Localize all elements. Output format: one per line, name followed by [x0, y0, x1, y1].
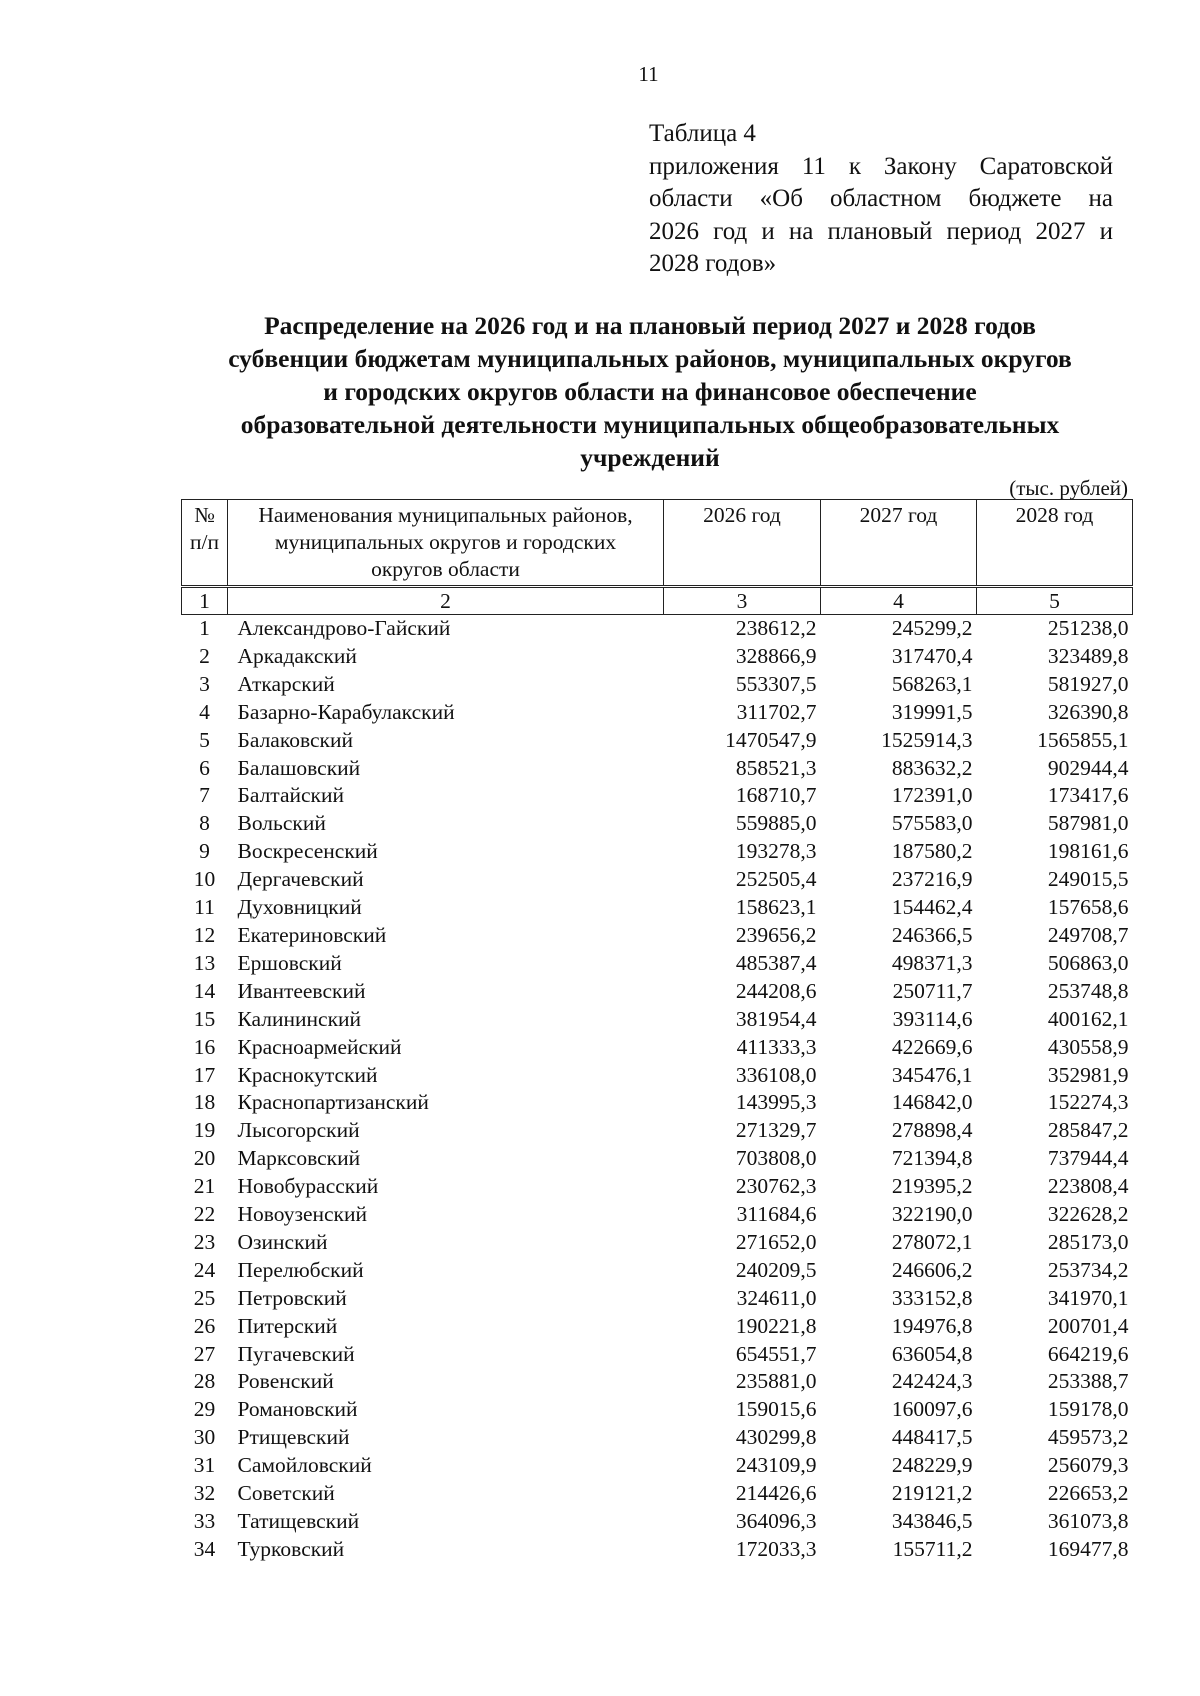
- table-row: [182, 1424, 1133, 1452]
- header-year-2028: 2028 год: [977, 500, 1133, 587]
- table-row: [182, 727, 1133, 755]
- row-number: 8: [199, 811, 210, 836]
- value-2028: 361073,8: [1047, 1509, 1129, 1533]
- value-2026: 143995,3: [735, 1090, 817, 1115]
- district-name: Аркадакский: [237, 643, 357, 668]
- row-number: 4: [199, 699, 210, 724]
- value-2028: 200701,4: [1047, 1313, 1129, 1338]
- row-number: 18: [193, 1090, 216, 1115]
- table-row: [182, 615, 1133, 643]
- row-number: 13: [193, 950, 216, 975]
- appendix-line: приложения 11 к Закону Саратовской: [649, 152, 1113, 180]
- table-row: [182, 671, 1133, 699]
- value-2028: 253388,7: [1047, 1369, 1129, 1394]
- district-name: Краснокутский: [237, 1062, 378, 1087]
- unit-label: (тыс. рублей): [1009, 476, 1128, 500]
- district-name: Дергачевский: [237, 867, 364, 892]
- value-2028: 459573,2: [1047, 1425, 1129, 1450]
- value-2026: 238612,2: [735, 616, 817, 640]
- row-number: 17: [193, 1062, 216, 1087]
- district-name: Екатериновский: [237, 922, 387, 947]
- table-row: [182, 1229, 1133, 1257]
- value-2028: 506863,0: [1047, 950, 1129, 975]
- value-2026: 1470547,9: [725, 727, 817, 752]
- value-2027: 393114,6: [892, 1006, 973, 1031]
- district-name: Аткарский: [237, 671, 335, 696]
- row-number: 25: [193, 1285, 216, 1310]
- header-number-line: п/п: [190, 530, 219, 554]
- value-2026: 271329,7: [735, 1118, 817, 1143]
- value-2026: 311684,6: [736, 1202, 817, 1227]
- value-2028: 352981,9: [1047, 1062, 1129, 1087]
- row-number: 16: [193, 1034, 216, 1059]
- table-row: [182, 1536, 1133, 1564]
- title-line: субвенции бюджетам муниципальных районов, муниципальных округов: [228, 344, 1072, 373]
- row-number: 30: [193, 1425, 216, 1450]
- value-2028: 223808,4: [1047, 1174, 1129, 1199]
- column-number: 5: [977, 587, 1133, 615]
- value-2026: 252505,4: [735, 867, 817, 892]
- value-2028: 323489,8: [1047, 643, 1129, 668]
- value-2027: 278898,4: [891, 1118, 973, 1143]
- table-row: [182, 1452, 1133, 1480]
- district-name: Петровский: [237, 1285, 347, 1310]
- row-number: 14: [193, 978, 216, 1003]
- value-2027: 317470,4: [891, 643, 973, 668]
- table-row: [182, 1313, 1133, 1341]
- value-2028: 253748,8: [1047, 978, 1129, 1003]
- table-row: [182, 1006, 1133, 1034]
- district-name: Балаковский: [237, 727, 353, 752]
- value-2027: 160097,6: [891, 1397, 973, 1422]
- title-line: Распределение на 2026 год и на плановый период 2027 и 2028 годов: [264, 311, 1036, 340]
- value-2028: 326390,8: [1047, 699, 1129, 724]
- value-2027: 187580,2: [891, 839, 973, 864]
- value-2028: 226653,2: [1047, 1481, 1129, 1506]
- district-name: Ершовский: [237, 950, 342, 975]
- value-2028: 249708,7: [1047, 922, 1129, 947]
- header-name-line: муниципальных округов и городских: [274, 530, 617, 554]
- value-2027: 242424,3: [891, 1369, 973, 1394]
- value-2026: 654551,7: [735, 1341, 817, 1366]
- district-name: Красноармейский: [237, 1034, 402, 1059]
- table-row: [182, 1089, 1133, 1117]
- value-2028: 251238,0: [1047, 616, 1129, 640]
- table-row: [182, 1285, 1133, 1313]
- row-number: 3: [199, 671, 210, 696]
- appendix-reference: [649, 118, 1113, 281]
- value-2027: 194976,8: [891, 1313, 973, 1338]
- value-2026: 381954,4: [735, 1006, 817, 1031]
- row-number: 5: [199, 727, 210, 752]
- district-name: Ровенский: [237, 1369, 334, 1394]
- value-2026: 411333,3: [736, 1034, 817, 1059]
- table-row: [182, 1368, 1133, 1396]
- value-2027: 568263,1: [891, 671, 973, 696]
- value-2028: 587981,0: [1047, 811, 1129, 836]
- row-number: 1: [199, 616, 210, 640]
- value-2026: 239656,2: [735, 922, 817, 947]
- table-header-row: [182, 500, 1133, 587]
- row-number: 9: [199, 839, 210, 864]
- value-2028: 249015,5: [1047, 867, 1129, 892]
- table-row: [182, 866, 1133, 894]
- value-2028: 198161,6: [1047, 839, 1129, 864]
- column-number: 4: [821, 587, 977, 615]
- value-2027: 248229,9: [891, 1453, 973, 1478]
- value-2027: 883632,2: [891, 755, 973, 780]
- value-2028: 169477,8: [1047, 1536, 1129, 1561]
- value-2028: 173417,6: [1047, 783, 1129, 808]
- row-number: 28: [193, 1369, 216, 1394]
- value-2027: 345476,1: [891, 1062, 973, 1087]
- value-2027: 343846,5: [891, 1509, 973, 1533]
- value-2027: 319991,5: [891, 699, 973, 724]
- table-row: [182, 810, 1133, 838]
- district-name: Питерский: [237, 1313, 338, 1338]
- row-number: 10: [193, 867, 216, 892]
- column-number: 2: [228, 587, 664, 615]
- table-row: [182, 894, 1133, 922]
- value-2026: 190221,8: [735, 1313, 817, 1338]
- value-2026: 172033,3: [735, 1536, 817, 1561]
- column-number-row: [182, 587, 1133, 615]
- table-row: [182, 1341, 1133, 1369]
- value-2028: 430558,9: [1047, 1034, 1129, 1059]
- value-2026: 430299,8: [735, 1425, 817, 1450]
- header-name-line: Наименования муниципальных районов,: [258, 503, 633, 527]
- value-2026: 235881,0: [735, 1369, 817, 1394]
- row-number: 21: [193, 1174, 216, 1199]
- value-2027: 155711,2: [892, 1536, 973, 1561]
- value-2026: 324611,0: [736, 1285, 817, 1310]
- value-2026: 703808,0: [735, 1146, 817, 1171]
- table-row: [182, 782, 1133, 810]
- table-row: [182, 1480, 1133, 1508]
- title-line: образовательной деятельности муниципальных общеобразовательных: [240, 410, 1060, 439]
- district-name: Новобурасский: [237, 1174, 379, 1199]
- table-row: [182, 1173, 1133, 1201]
- district-name: Ртищевский: [237, 1425, 350, 1450]
- appendix-line: 2028 годов»: [649, 250, 777, 277]
- district-name: Краснопартизанский: [237, 1090, 429, 1115]
- district-name: Балтайский: [237, 783, 345, 808]
- value-2027: 1525914,3: [881, 727, 973, 752]
- district-name: Перелюбский: [237, 1257, 364, 1282]
- row-number: 19: [193, 1118, 216, 1143]
- district-name: Балашовский: [237, 755, 361, 780]
- district-name: Советский: [237, 1481, 335, 1506]
- value-2028: 400162,1: [1047, 1006, 1129, 1031]
- row-number: 33: [193, 1509, 216, 1533]
- value-2026: 364096,3: [735, 1509, 817, 1533]
- header-name-line: округов области: [371, 557, 520, 581]
- value-2027: 498371,3: [891, 950, 973, 975]
- value-2026: 214426,6: [735, 1481, 817, 1506]
- district-name: Лысогорский: [237, 1118, 360, 1143]
- document-title: [170, 309, 1130, 474]
- row-number: 22: [193, 1202, 216, 1227]
- value-2028: 341970,1: [1047, 1285, 1129, 1310]
- value-2026: 240209,5: [735, 1257, 817, 1282]
- table-row: [182, 978, 1133, 1006]
- table-row: [182, 1145, 1133, 1173]
- value-2027: 172391,0: [891, 783, 973, 808]
- value-2026: 193278,3: [735, 839, 817, 864]
- row-number: 29: [193, 1397, 216, 1422]
- district-name: Калининский: [237, 1006, 362, 1031]
- value-2026: 485387,4: [735, 950, 817, 975]
- table-row: [182, 755, 1133, 783]
- header-number-line: №: [194, 503, 215, 527]
- row-number: 27: [193, 1341, 216, 1366]
- value-2027: 575583,0: [891, 811, 973, 836]
- value-2026: 158623,1: [735, 895, 817, 920]
- value-2028: 737944,4: [1047, 1146, 1129, 1171]
- value-2026: 553307,5: [735, 671, 817, 696]
- value-2028: 157658,6: [1047, 895, 1129, 920]
- value-2028: 1565855,1: [1037, 727, 1129, 752]
- row-number: 7: [199, 783, 210, 808]
- value-2027: 154462,4: [891, 895, 973, 920]
- value-2028: 581927,0: [1047, 671, 1129, 696]
- value-2028: 256079,3: [1047, 1453, 1129, 1478]
- row-number: 34: [193, 1536, 216, 1561]
- header-number: [182, 500, 228, 587]
- table-row: [182, 1034, 1133, 1062]
- value-2027: 422669,6: [891, 1034, 973, 1059]
- value-2028: 322628,2: [1047, 1202, 1129, 1227]
- value-2026: 230762,3: [735, 1174, 817, 1199]
- district-name: Пугачевский: [237, 1341, 355, 1366]
- value-2026: 311702,7: [736, 699, 817, 724]
- district-name: Марксовский: [237, 1146, 361, 1171]
- subvention-table: [181, 499, 1133, 1564]
- district-name: Самойловский: [237, 1453, 372, 1478]
- district-name: Духовницкий: [237, 895, 362, 920]
- value-2027: 636054,8: [891, 1341, 973, 1366]
- appendix-line: области «Об областном бюджете на: [649, 185, 1113, 212]
- value-2027: 322190,0: [891, 1202, 973, 1227]
- value-2027: 246366,5: [891, 922, 973, 947]
- value-2027: 246606,2: [891, 1257, 973, 1282]
- district-name: Вольский: [237, 811, 326, 836]
- value-2026: 559885,0: [735, 811, 817, 836]
- row-number: 11: [194, 895, 215, 920]
- value-2028: 664219,6: [1047, 1341, 1129, 1366]
- value-2026: 336108,0: [735, 1062, 817, 1087]
- row-number: 31: [193, 1453, 216, 1478]
- value-2026: 243109,9: [735, 1453, 817, 1478]
- value-2026: 858521,3: [735, 755, 817, 780]
- value-2027: 448417,5: [891, 1425, 973, 1450]
- row-number: 15: [193, 1006, 216, 1031]
- table-row: [182, 699, 1133, 727]
- table-row: [182, 922, 1133, 950]
- table-row: [182, 950, 1133, 978]
- district-name: Воскресенский: [237, 839, 378, 864]
- header-year-2027: 2027 год: [821, 500, 977, 587]
- district-name: Турковский: [237, 1536, 345, 1561]
- district-name: Новоузенский: [237, 1202, 368, 1227]
- title-line: и городских округов области на финансовое обеспечение: [323, 377, 977, 406]
- district-name: Ивантеевский: [237, 978, 366, 1003]
- value-2027: 721394,8: [891, 1146, 973, 1171]
- row-number: 2: [199, 643, 210, 668]
- value-2027: 278072,1: [891, 1229, 973, 1254]
- table-row: [182, 1062, 1133, 1090]
- table-body: [182, 615, 1133, 1564]
- value-2028: 285173,0: [1047, 1229, 1129, 1254]
- district-name: Базарно-Карабулакский: [237, 699, 455, 724]
- district-name: Озинский: [237, 1229, 328, 1254]
- district-name: Татищевский: [237, 1509, 360, 1533]
- value-2028: 152274,3: [1047, 1090, 1129, 1115]
- row-number: 26: [193, 1313, 216, 1338]
- title-line: учреждений: [580, 443, 720, 472]
- value-2026: 271652,0: [735, 1229, 817, 1254]
- value-2028: 253734,2: [1047, 1257, 1129, 1282]
- value-2027: 237216,9: [891, 867, 973, 892]
- header-year-2026: 2026 год: [664, 500, 821, 587]
- row-number: 6: [199, 755, 210, 780]
- value-2027: 333152,8: [891, 1285, 973, 1310]
- column-number: 3: [664, 587, 821, 615]
- row-number: 23: [193, 1229, 216, 1254]
- header-name: [228, 500, 664, 587]
- row-number: 32: [193, 1481, 216, 1506]
- row-number: 20: [193, 1146, 216, 1171]
- value-2028: 159178,0: [1047, 1397, 1129, 1422]
- table-row: [182, 1257, 1133, 1285]
- table-row: [182, 1201, 1133, 1229]
- value-2028: 902944,4: [1047, 755, 1129, 780]
- table-row: [182, 1508, 1133, 1536]
- row-number: 24: [193, 1257, 216, 1282]
- value-2026: 328866,9: [735, 643, 817, 668]
- row-number: 12: [193, 922, 216, 947]
- column-number: 1: [182, 587, 228, 615]
- value-2027: 245299,2: [891, 616, 973, 640]
- value-2026: 168710,7: [735, 783, 817, 808]
- table-row: [182, 1117, 1133, 1145]
- page-number: 11: [638, 62, 659, 86]
- value-2027: 219395,2: [891, 1174, 973, 1199]
- value-2027: 146842,0: [891, 1090, 973, 1115]
- value-2027: 250711,7: [892, 978, 973, 1003]
- value-2027: 219121,2: [891, 1481, 973, 1506]
- value-2026: 159015,6: [735, 1397, 817, 1422]
- value-2026: 244208,6: [735, 978, 817, 1003]
- value-2028: 285847,2: [1047, 1118, 1129, 1143]
- table-row: [182, 838, 1133, 866]
- table-row: [182, 643, 1133, 671]
- appendix-line: 2026 год и на плановый период 2027 и: [649, 217, 1113, 245]
- district-name: Александрово-Гайский: [237, 616, 451, 640]
- district-name: Романовский: [237, 1397, 358, 1422]
- table-row: [182, 1396, 1133, 1424]
- appendix-line: Таблица 4: [649, 120, 756, 147]
